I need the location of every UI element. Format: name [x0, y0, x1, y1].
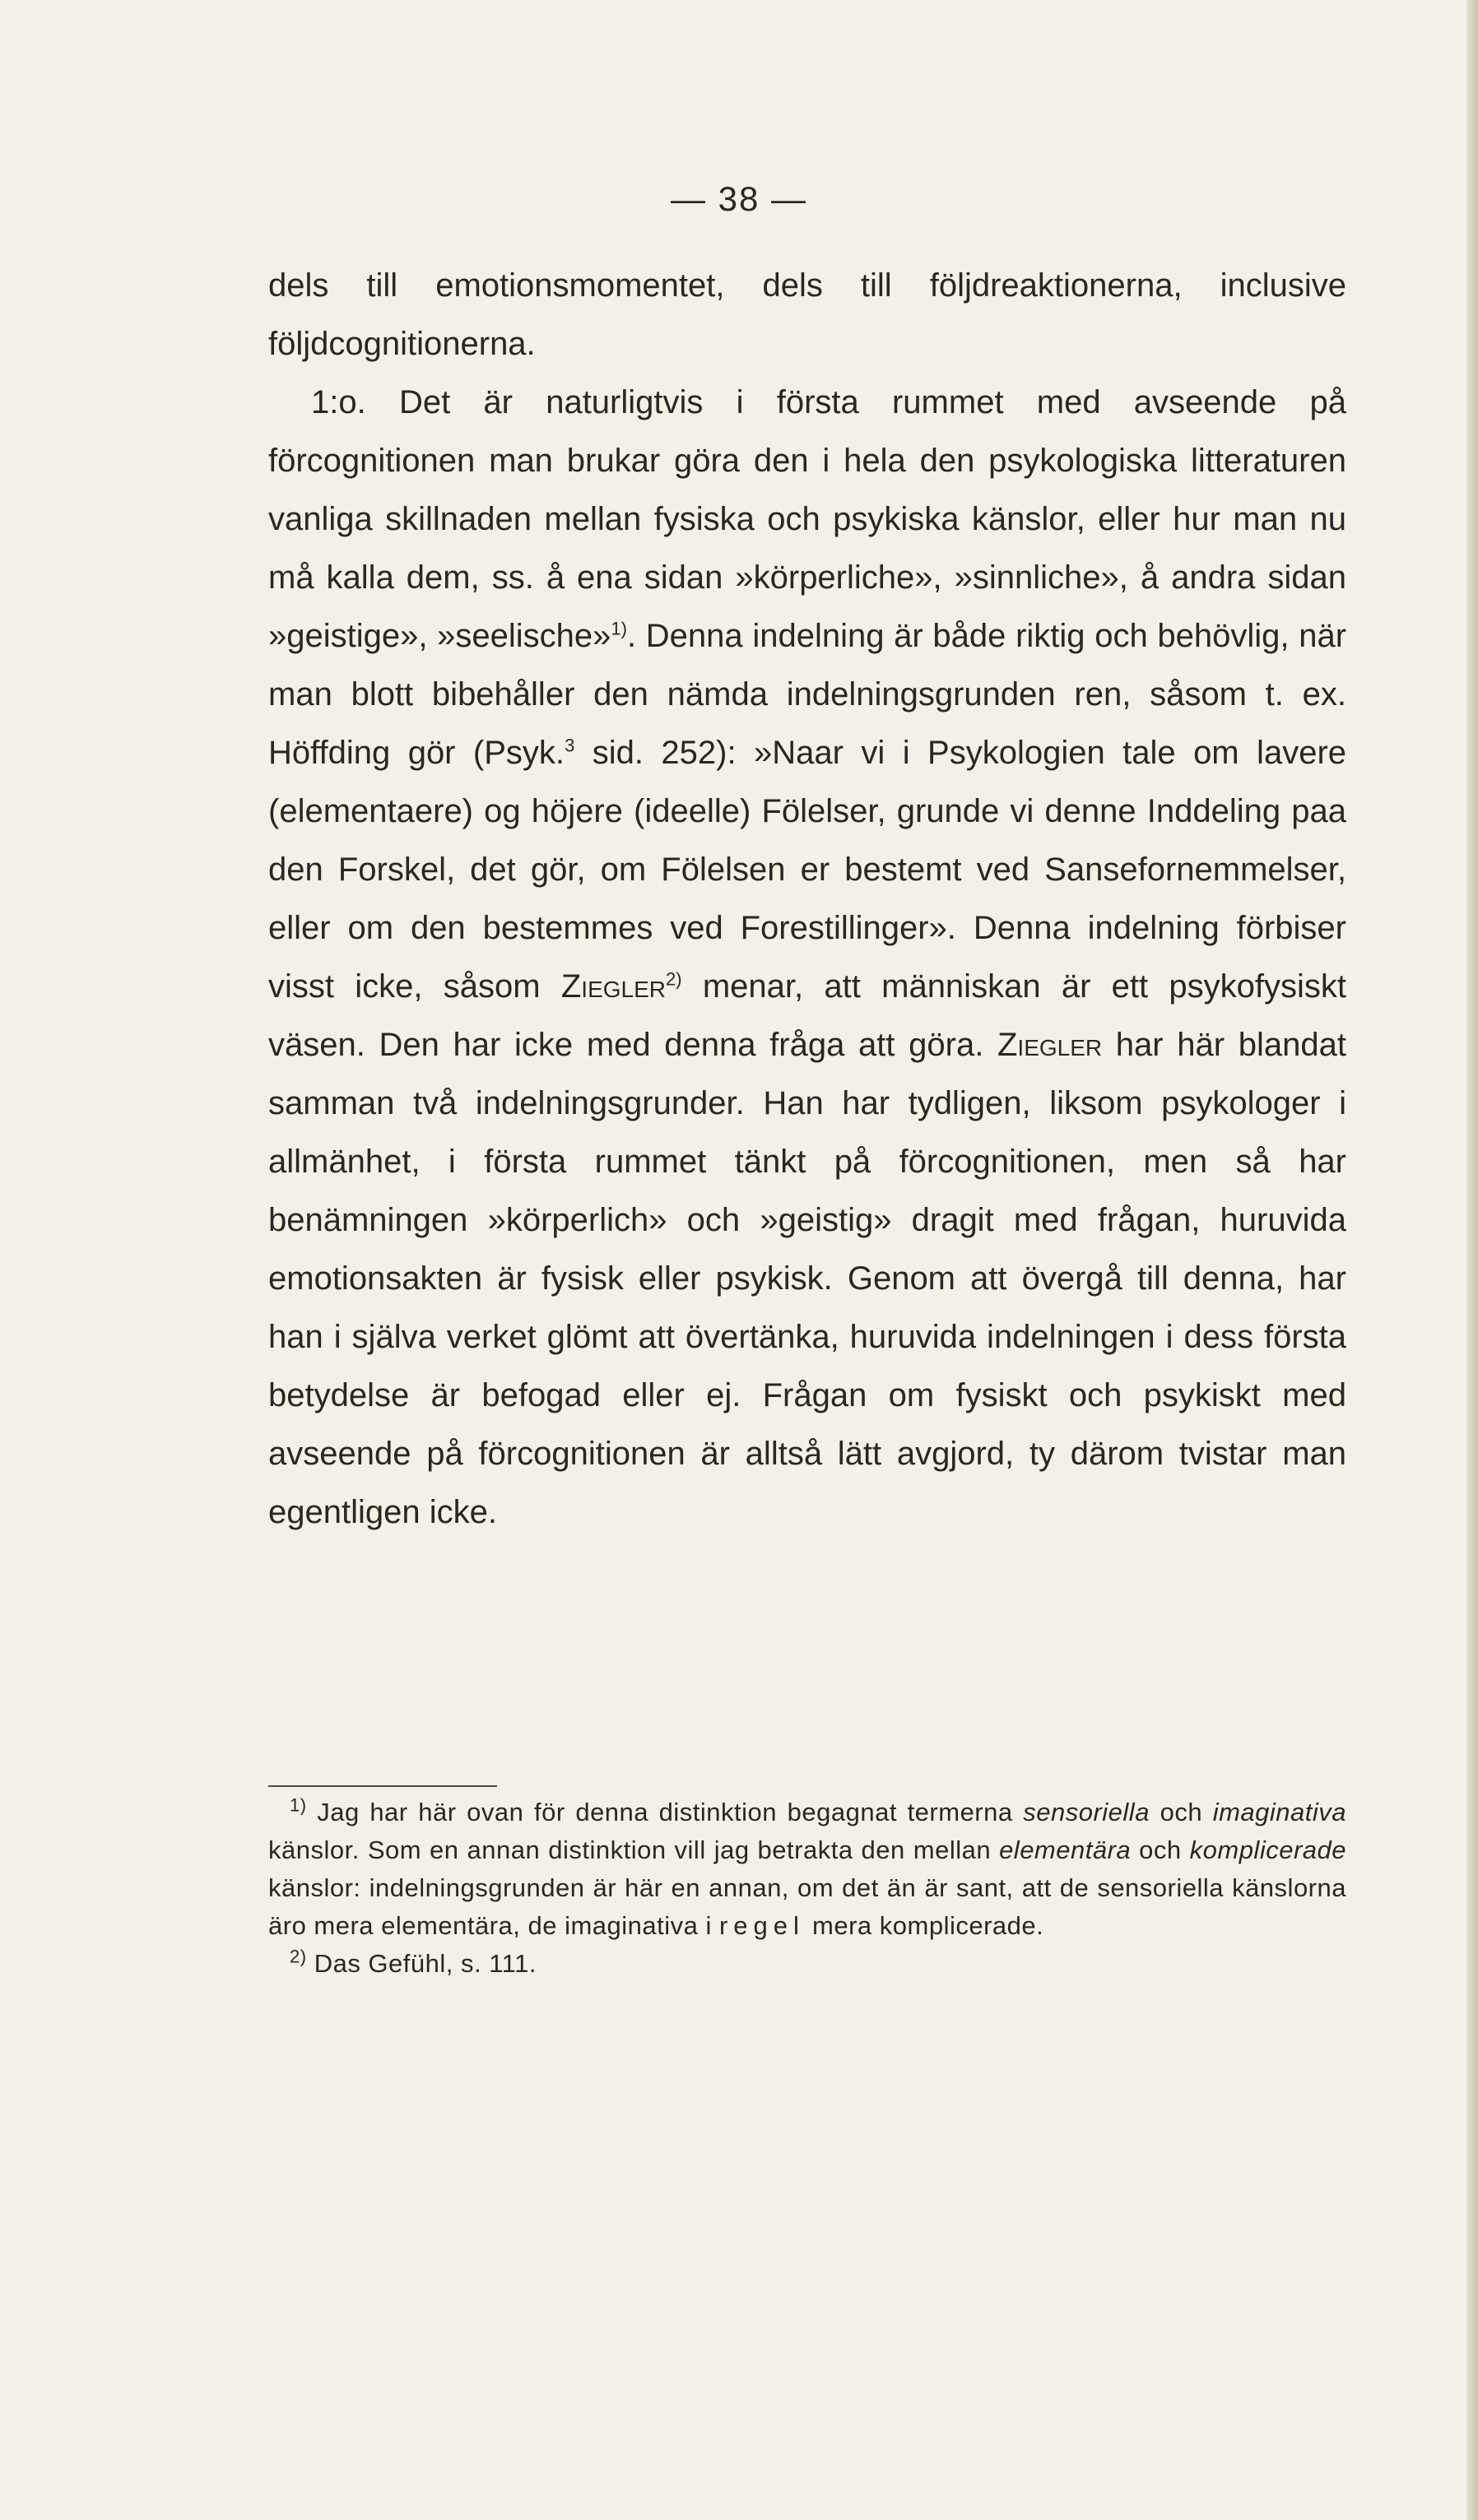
paragraph-text: 1:o. Det är naturligtvis i första rummet med avseende på förcognitionen man brukar göra den i hela den psykologiska litteraturen vanliga skillnaden mellan fysiska och psykiska känslor, eller hur man nu må kalla dem, ss. å ena sidan »körperliche», »sinnliche», å andra sidan »geistige», »seelische» [268, 384, 1346, 654]
paragraph-text: menar, att människan är ett psykofysiskt väsen. Den har icke med denna fråga att göra. [268, 968, 1346, 1063]
edition-superscript: 3 [565, 735, 575, 756]
page-edge-shadow [1466, 0, 1478, 2520]
body-text [268, 257, 1346, 1542]
footnote-separator [268, 1785, 497, 1787]
author-name: Ziegler [997, 1027, 1103, 1063]
paragraph-text: har här blandat samman två indelningsgrunder. Han har tydligen, liksom psykologer i allmänhet, i första rummet tänkt på förcognitionen, men så har benämningen »körperlich» och »geistig» dragit med frågan, huruvida emotionsakten är fysisk eller psykisk. Genom att övergå till denna, har han i själva verket glömt att övertänka, huruvida indelningen i dess första betydelse är befogad eller ej. Frågan om fysiskt och psykiskt med avseende på förcognitionen är alltså lätt avgjord, ty därom tvistar man egentligen icke. [268, 1027, 1346, 1530]
footnotes [268, 1794, 1346, 1983]
term-komplicerade: komplicerade [1189, 1835, 1346, 1864]
spaced-emphasis: regel [718, 1911, 805, 1940]
term-elementara: elementära [999, 1835, 1132, 1864]
footnote-ref-1[interactable]: 1) [611, 618, 627, 639]
paragraph-text: . Denna indelning är både riktig och behövlig, när man blott bibehåller den nämda indelningsgrunden ren, såsom t. ex. Höffding gör (Psyk. [268, 618, 1347, 771]
term-sensoriella: sensoriella [1023, 1798, 1150, 1826]
footnote-1: $^{1)}$ Jag har här ovan för denna distinktion begagnat termerna sensoriella och imaginativa känslor. Som en annan distinktion vill jag betrakta den mellan elementära och komplicerade känslor: indelningsgrunden är här en annan, om det än är sant, att de sensoriella känslorna äro mera elementära, de imaginativa i regel mera komplicerade. [268, 1794, 1347, 1940]
paragraph-main [268, 374, 1346, 1542]
footnote-marker: 1) [290, 1794, 307, 1816]
footnote-ref-2[interactable]: 2) [666, 968, 682, 990]
paragraph-text: sid. 252): »Naar vi i Psykologien tale om lavere (elementaere) og höjere (ideelle) Fölelser, grunde vi denne Inddeling paa den Forskel, det gör, om Fölelsen er bestemt ved Sansefornemmelser, eller om den bestemmes ved Forestillinger». Denna indelning förbiser visst icke, såsom [268, 735, 1347, 1005]
term-imaginativa: imaginativa [1212, 1798, 1347, 1826]
page-number: — 38 — [670, 179, 808, 218]
paragraph-continued: dels till emotionsmomentet, dels till följdreaktionerna, inclusive följdcognitionerna. [268, 267, 1346, 362]
author-name: Ziegler [560, 968, 666, 1005]
footnote-marker: 2) [290, 1946, 307, 1967]
footnote-2: $^{2)}$ Das Gefühl, s. 111. [290, 1946, 537, 1978]
